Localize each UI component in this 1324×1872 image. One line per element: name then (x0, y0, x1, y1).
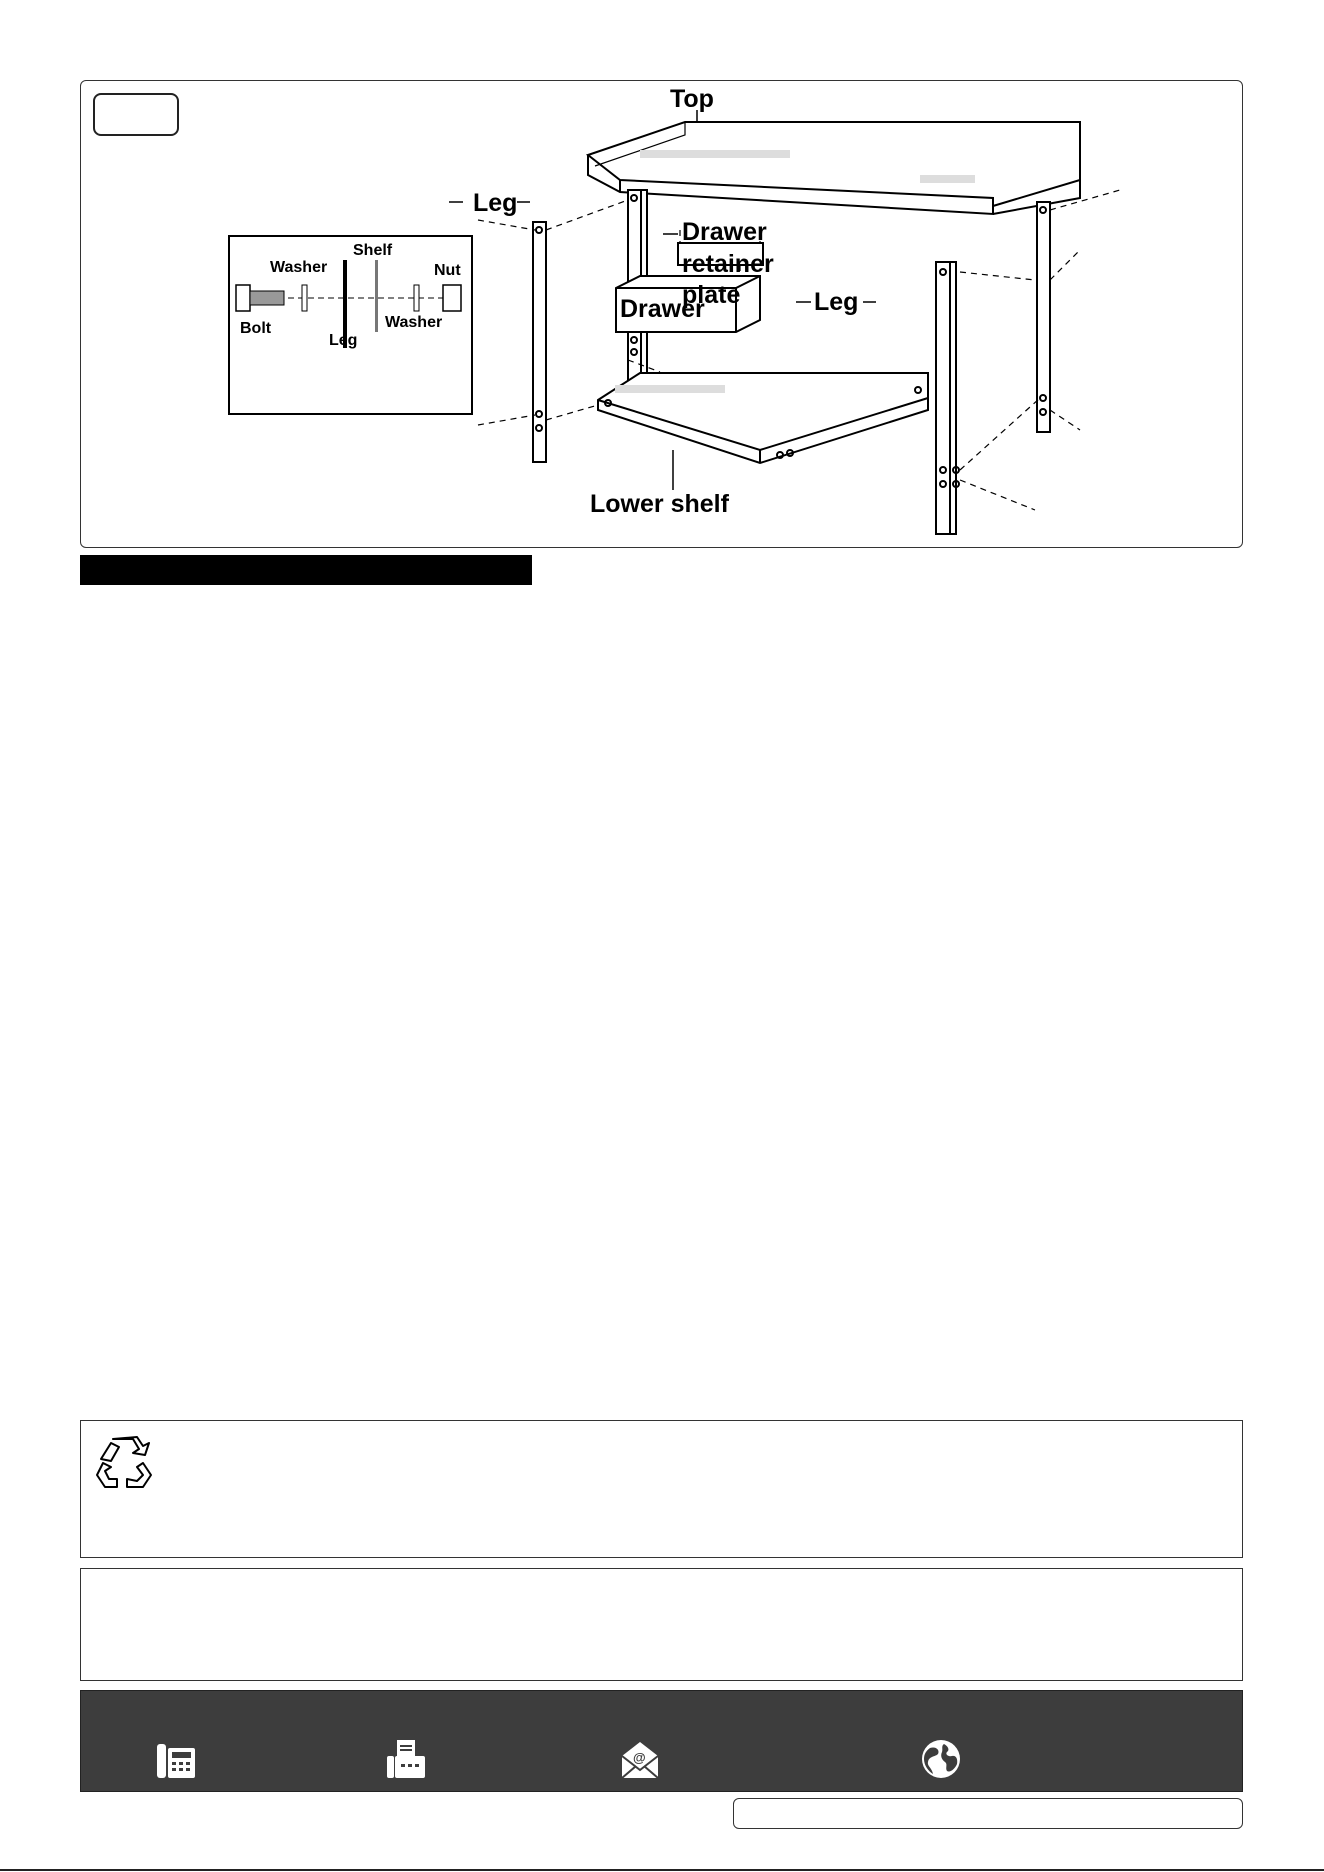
bolt-head-drawing (236, 285, 250, 311)
inset-label-washer-right: Washer (385, 314, 443, 331)
inset-label-leg: Leg (329, 332, 358, 349)
lower-shelf-drawing (598, 373, 928, 463)
nut-drawing (443, 285, 461, 311)
label-retainer-line1: Drawer (682, 218, 767, 246)
label-lower-shelf: Lower shelf (590, 490, 729, 518)
fax-icon (385, 1738, 427, 1780)
contact-bar (80, 1690, 1243, 1792)
globe-icon (920, 1738, 962, 1780)
bolt-thread-drawing (250, 291, 284, 305)
right-front-leg-drawing (936, 262, 959, 534)
inset-label-shelf: Shelf (353, 242, 393, 259)
information-notice-box (80, 1568, 1243, 1681)
label-drawer: Drawer (620, 295, 705, 323)
reference-box (733, 1798, 1243, 1829)
washer-left-drawing (302, 285, 307, 311)
label-leg-left: Leg (473, 189, 518, 217)
label-leg-right: Leg (814, 288, 859, 316)
footer-rule (0, 1869, 1324, 1871)
bolt-assembly-inset (228, 235, 473, 415)
inset-label-bolt: Bolt (240, 320, 272, 337)
svg-text:@: @ (633, 1750, 646, 1765)
inset-label-washer-left: Washer (270, 259, 328, 276)
top-panel-drawing (588, 122, 1080, 214)
phone-icon (155, 1738, 197, 1780)
inset-label-nut: Nut (434, 262, 461, 279)
email-icon (619, 1738, 661, 1780)
right-rear-leg-drawing (1037, 202, 1050, 432)
label-retainer-line3: plate (682, 281, 741, 309)
left-front-leg-drawing (533, 222, 546, 462)
label-retainer-line2: retainer (682, 250, 774, 278)
washer-right-drawing (414, 285, 419, 311)
recycling-notice-box (80, 1420, 1243, 1558)
section-heading-bar (80, 555, 532, 585)
shelf-plate-drawing (375, 260, 378, 332)
label-top: Top (670, 85, 714, 113)
recycle-icon (93, 1433, 157, 1497)
